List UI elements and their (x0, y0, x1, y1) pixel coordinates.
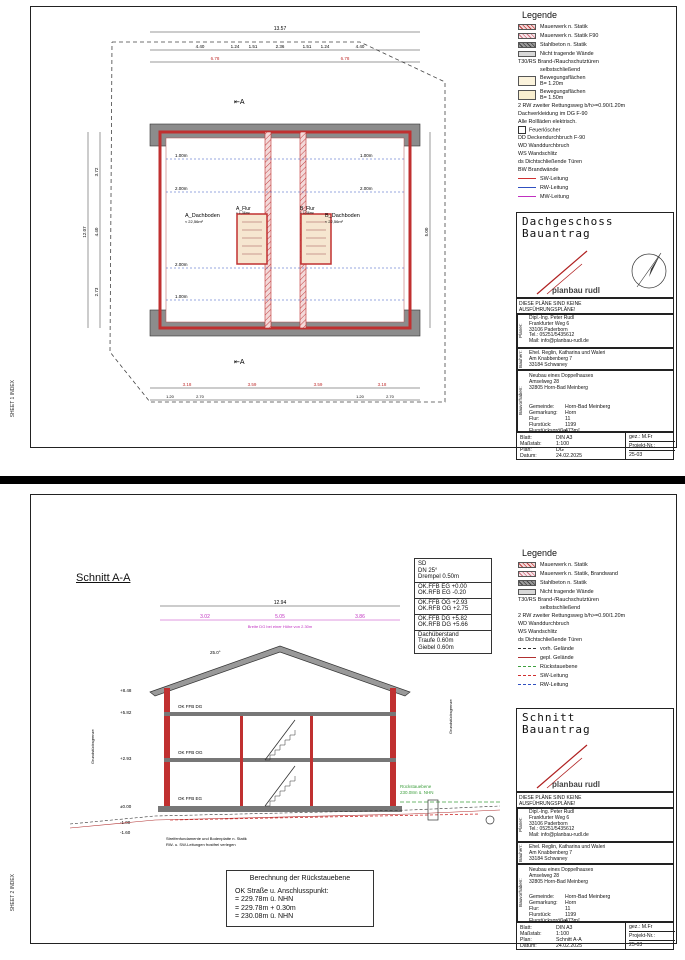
backwater-value: 230.08m ü. NHN (400, 790, 434, 795)
line-sample-icon (518, 196, 536, 197)
roof-level-box: SD DN 25° Drempel 0.50m OK.FFB EG +0.00 OK.RFB EG -0.20 OK.FFB OG +2.93 OK.RFB OG +2.75 OK.FFB DG +5.82 OK.RFB DG +5.66 Dachüberstand Traufe 0.60m Giebel 0.60m (414, 558, 492, 654)
legend-line: gepl. Gelände (514, 653, 674, 662)
dim-side: 2.73 (94, 287, 99, 297)
legend-title: Legende (522, 10, 558, 20)
dim-bottom: 2.70 (196, 394, 204, 399)
legend-text: WD Wanddurchbruch (518, 143, 570, 149)
dim-overall: 12.94 (273, 600, 287, 606)
dim-side: 5.00 (424, 227, 429, 237)
roof-angle: 25.0° (210, 650, 221, 655)
legend-text: Feuerlöscher (514, 126, 674, 134)
line-sample-icon (518, 648, 536, 649)
sheet-index-label: SHEET 2 INDEX (10, 874, 16, 912)
legend-text: T30/RS Brand-/Rauchschutztüren (518, 59, 599, 65)
boundary-label: Grundstücksgrenze (448, 699, 453, 734)
title-block (516, 708, 674, 792)
bauherr-block: Bauherr: Ehel. Reglin, Katharina und Waleri Am Knabbenberg 7 33184 Schwaney (516, 348, 674, 370)
swatch-icon (518, 562, 536, 568)
dim-top: 1.51 (302, 44, 312, 49)
vorhaben-block: Bauvorhaben: Neubau eines Doppelhauses Amselweg 28 32805 Horn-Bad Meinberg Gemeinde: Horn-Bad Meinberg Gemarkung: Horn Flur: 11 Flurstück: 1199 Flurstücksgröße: 473m² (516, 864, 674, 922)
legend-line: Rückstauebene (514, 662, 674, 671)
fire-extinguisher-icon (518, 126, 526, 134)
height-mark: 2.00m (175, 186, 188, 191)
legend-label: Nicht tragende Wände (540, 50, 594, 57)
sewer-pipe-icon (486, 816, 494, 824)
level-mark: +5.82 (120, 710, 132, 715)
legend-item (514, 40, 674, 49)
legend-item (514, 31, 674, 40)
line-sample-icon (518, 684, 536, 685)
sheet-index-label: SHEET 1 INDEX (10, 380, 16, 418)
level-mark: -1.00 (120, 820, 131, 825)
dim-bottom: 3.18 (377, 382, 387, 387)
legend-label: Stahlbeton n. Statik (540, 41, 587, 48)
dim-top-half: 6.78 (210, 56, 220, 61)
logo-icon (527, 249, 622, 297)
legend-text: 2 RW zweiter Rettungsweg b/h>=0.90/1.20m (518, 103, 626, 109)
north-arrow-icon (629, 247, 669, 295)
swatch-icon (518, 42, 536, 48)
swatch-icon (518, 580, 536, 586)
roof (150, 646, 410, 696)
legend-text: ds Dichtschließende Türen (518, 159, 583, 165)
svg-text:planbau rudl: planbau rudl (552, 286, 600, 295)
room-name: A_Flur (236, 206, 251, 212)
section-marker-icon: ⇤A (234, 99, 245, 106)
legend-label: Mauerwerk n. Statik F90 (540, 32, 599, 39)
height-mark: 1.00m (175, 153, 188, 158)
planer-block: Planer: Dipl.-Ing. Peter Rudl Frankfurter Weg 6 33106 Paderborn Tel.: 05251/5435612 Mail: info@planbau-rudl.de (516, 314, 674, 348)
legend-line: RW-Leitung (514, 183, 674, 192)
swatch-icon (518, 76, 536, 86)
legend-label: B= 1.50m (540, 95, 564, 101)
legend-label: Bewegungsflächen (540, 89, 586, 95)
room-area: ≈ 22,56m² (185, 219, 203, 224)
legend-text: WS Wandschlitz (518, 629, 558, 635)
line-sample-icon (518, 187, 536, 188)
backwater-label: Rückstauebene (400, 784, 432, 789)
height-mark: 2.00m (175, 262, 188, 267)
section-marker-icon: ⇤A (234, 359, 245, 366)
room-area: ≈ 22,56m² (325, 219, 343, 224)
level-mark: +8.48 (120, 688, 132, 693)
room-area: ≈ 1,36m² (300, 211, 314, 215)
level-mark: +2.93 (120, 756, 132, 761)
line-sample-icon (518, 178, 536, 179)
dim-top: 4.40 (355, 44, 365, 49)
legend-text: ds Dichtschließende Türen (518, 637, 583, 643)
dim-top: 1.24 (230, 44, 240, 49)
swatch-icon (518, 33, 536, 39)
legend-item (514, 88, 674, 102)
legend-line: RW-Leitung (514, 680, 674, 689)
backwater-calculation: Berechnung der Rückstauebene OK Straße u. Anschlusspunkt: = 229.78m ü. NHN = 229.78m + 0.30m = 230.08m ü. NHN (226, 870, 374, 927)
bauherr-block: Bauherr: Ehel. Reglin, Katharina und Waleri Am Knabbenberg 7 33184 Schwaney (516, 842, 674, 864)
dim-overall: 13.57 (273, 26, 287, 32)
dim-side: 12.07 (82, 226, 87, 238)
legend-panel (514, 10, 674, 201)
logo-icon (527, 743, 622, 791)
swatch-icon (518, 24, 536, 30)
line-sample-icon (518, 666, 536, 667)
stair-a (237, 214, 267, 264)
dim-sub: 3.86 (355, 614, 365, 620)
room-name: B_Flur (300, 206, 315, 212)
foundation-note: RW- u. SW-Leitungen frostfrei verlegen (166, 842, 236, 847)
section-title: Schnitt A-A (76, 572, 131, 584)
level-mark: -1.60 (120, 830, 131, 835)
legend-line: SW-Leitung (514, 174, 674, 183)
dim-sub: 3.02 (200, 614, 210, 620)
legend-item: Mauerwerk n. Statik, Brandwand (514, 569, 674, 578)
legend-text: BW Brandwände (518, 167, 559, 173)
sheet-schnitt (0, 484, 685, 960)
legend-text: WS Wandschlitz (518, 151, 558, 157)
legend-text: 2 RW zweiter Rettungsweg b/h>=0.90/1.20m (518, 613, 626, 619)
legend-item (514, 22, 674, 31)
height-mark: 1.00m (360, 153, 373, 158)
legend-text: Dachverkleidung im DG F-90 (518, 111, 588, 117)
swatch-icon (518, 589, 536, 595)
legend-title: Legende (522, 548, 558, 558)
legend-item: Mauerwerk n. Statik (514, 560, 674, 569)
legend-text: T30/RS Brand-/Rauchschutztüren (518, 597, 599, 603)
room-area: ≈ 1,36m² (236, 211, 250, 215)
disclaimer: DIESE PLÄNE SIND KEINE AUSFÜHRUNGSPLÄNE! (516, 298, 674, 314)
legend-label: B= 1.20m (540, 81, 564, 87)
dim-bottom: 2.70 (386, 394, 394, 399)
swatch-icon (518, 51, 536, 57)
dim-bottom: 3.59 (313, 382, 323, 387)
dim-bottom: 1.20 (166, 394, 174, 399)
legend-item: Stahlbeton n. Statik (514, 578, 674, 587)
legend-line: MW-Leitung (514, 192, 674, 201)
vorhaben-block: Bauvorhaben: Neubau eines Doppelhauses Amselweg 28 32805 Horn-Bad Meinberg Gemeinde: Horn-Bad Meinberg Gemarkung: Horn Flur: 11 Flurstück: 1199 Flurstücksgröße: 473m² (516, 370, 674, 432)
sheet-title: Dachgeschoss Bauantrag (522, 215, 614, 240)
floor-label: OK FFB EG (178, 796, 203, 801)
level-mark: ±0.00 (120, 804, 132, 809)
room-name: A_Dachboden (185, 213, 220, 219)
foundation-note: Streifenfundamente und Bodenplatte n. Statik (166, 836, 247, 841)
dim-top-half: 6.78 (340, 56, 350, 61)
sheet-separator (0, 476, 685, 484)
legend-item (514, 49, 674, 58)
legend-label: Mauerwerk n. Statik (540, 23, 588, 30)
floor-label: OK FFB OG (178, 750, 203, 755)
floor-label: OK FFB DG (178, 704, 203, 709)
section-drawing (60, 584, 510, 864)
height-mark: 1.00m (175, 294, 188, 299)
sheet-dachgeschoss (0, 0, 685, 476)
sheet-title: Schnitt Bauantrag (522, 711, 591, 736)
dim-top: 2.36 (275, 44, 285, 49)
dim-side: 4.40 (94, 227, 99, 237)
dim-bottom: 3.59 (247, 382, 257, 387)
swatch-icon (518, 571, 536, 577)
planer-block: Planer: Dipl.-Ing. Peter Rudl Frankfurter Weg 6 33106 Paderborn Tel.: 05251/5435612 Mail: info@planbau-rudl.de (516, 808, 674, 842)
height-mark: 2.00m (360, 186, 373, 191)
legend-text: Alle Rollläden elektrisch. (518, 119, 577, 125)
legend-text: DD Deckendurchbruch F-90 (518, 135, 586, 141)
swatch-icon (518, 90, 536, 100)
manhole-icon (428, 800, 438, 820)
dim-top: 1.51 (248, 44, 258, 49)
dim-side: 3.72 (94, 167, 99, 177)
dim-top: 1.24 (320, 44, 330, 49)
dim-top: 4.40 (195, 44, 205, 49)
legend-label: Bewegungsflächen (540, 75, 586, 81)
legend-text: selbstschließend (540, 67, 581, 73)
disclaimer: DIESE PLÄNE SIND KEINE AUSFÜHRUNGSPLÄNE! (516, 792, 674, 808)
line-sample-icon (518, 675, 536, 676)
dim-bottom: 3.18 (182, 382, 192, 387)
dim-sub: 5.05 (275, 614, 285, 620)
legend-panel (514, 548, 674, 689)
legend-text: selbstschließend (540, 605, 581, 611)
room-name: B_Dachboden (325, 213, 360, 219)
boundary-label: Grundstücksgrenze (90, 729, 95, 764)
footer-block: Blatt: DIN A3 Maßstab: 1:100 Plan: Schnitt A-A Datum: 24.02.2025 gez.: M.Fr Projekt-Nr.: 25-03 (516, 922, 674, 950)
dim-bottom: 1.20 (356, 394, 364, 399)
line-sample-icon (518, 657, 536, 658)
legend-item (514, 74, 674, 88)
legend-item: Nicht tragende Wände (514, 587, 674, 596)
svg-text:planbau rudl: planbau rudl (552, 780, 600, 789)
legend-line: vorh. Gelände (514, 644, 674, 653)
title-block (516, 212, 674, 298)
floor-plan-drawing (60, 22, 500, 442)
legend-line: SW-Leitung (514, 671, 674, 680)
legend-text: WD Wanddurchbruch (518, 621, 570, 627)
footer-block: Blatt: DIN A3 Maßstab: 1:100 Plan: DG Datum: 24.02.2025 gez.: M.Fr Projekt-Nr.: 25-03 (516, 432, 674, 460)
dim-note: Breite DG bei einer Höhe von 2.30m (247, 624, 313, 629)
